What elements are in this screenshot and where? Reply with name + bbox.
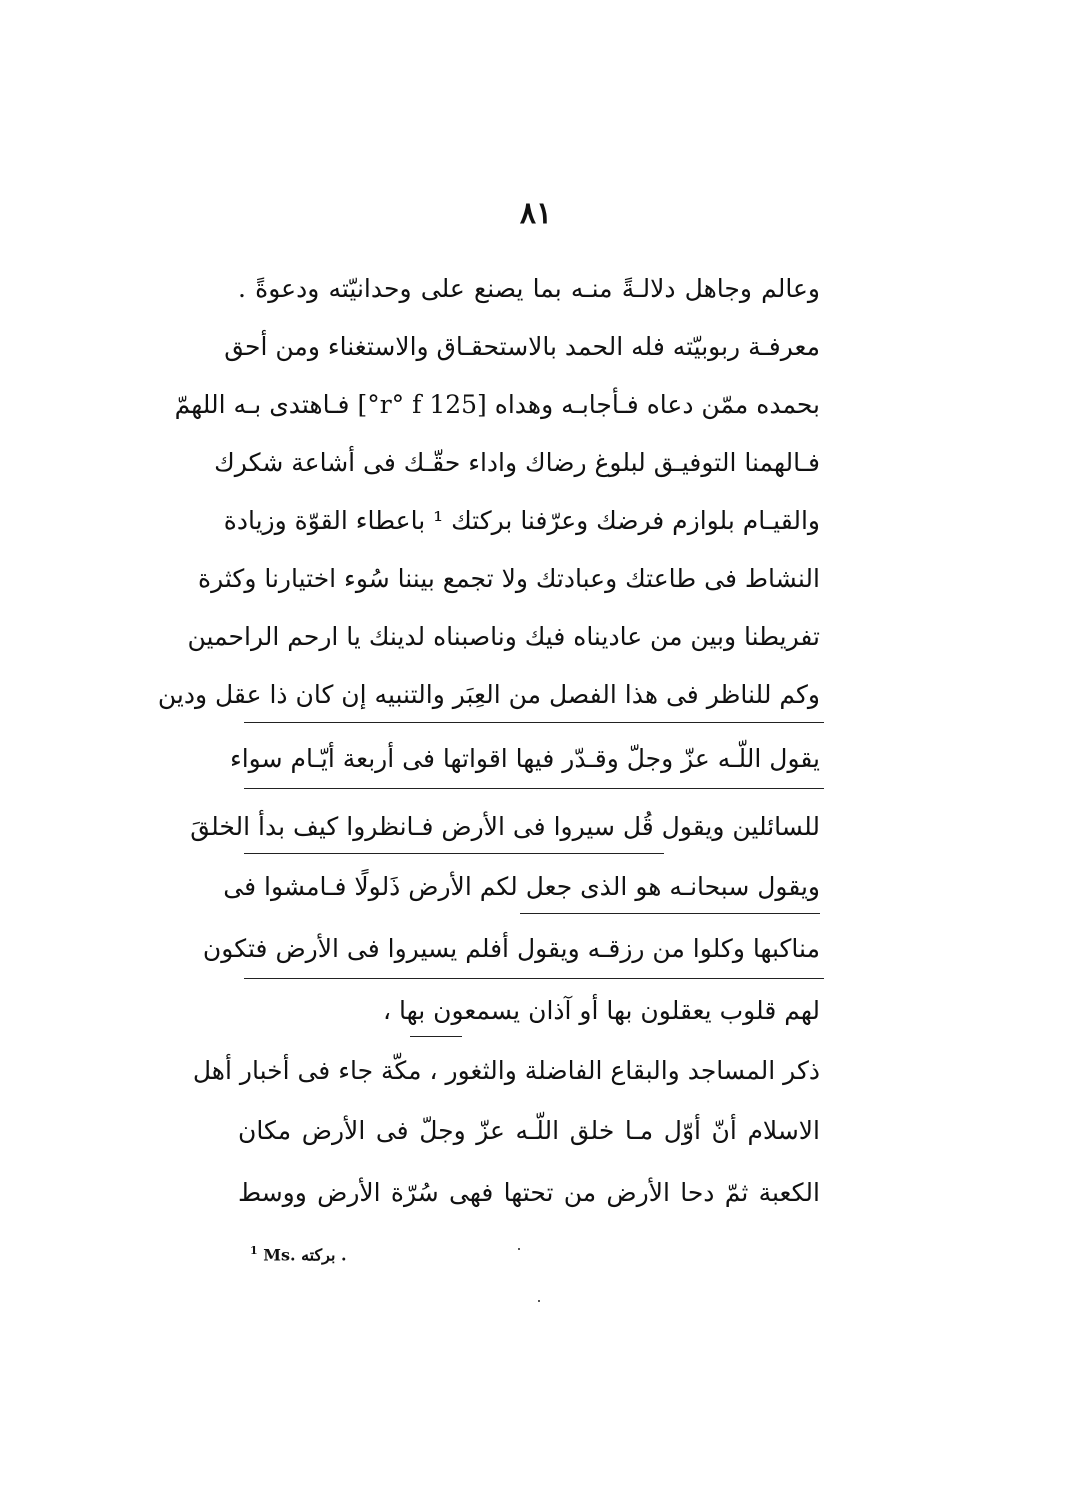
underline-rule [410, 1036, 462, 1037]
text-line-14: ذكر المساجد والبقاع الفاضلة والثغور ، مكّة جاء فى أخبار أهل [192, 1056, 820, 1085]
text-line-12: مناكبها وكلوا من رزقـه ويقول أفلم يسيروا فى الأرض فتكون [202, 934, 820, 963]
text-line-5: والقيـام بلوازم فرضك وعرّفنا بركتك ¹ باعطاء القوّة وزيادة [223, 506, 820, 535]
text-line-7: تفريطنا وبين من عاديناه فيك وناصبناه لدينك يا ارحم الراحمين [187, 622, 820, 651]
underline-rule [244, 853, 664, 854]
text-line-3: بحمده ممّن دعاه فـأجابـه وهداه [125 r° f°] فـاهتدى بـه اللهمّ [174, 390, 820, 419]
text-line-8: وكم للناظر فى هذا الفصل من العِبَر والتنبيه إن كان ذا عقل ودين [157, 680, 820, 709]
text-line-9: يقول اللّـه عزّ وجلّ وقـدّر فيها اقواتها فى أربعة أيّـام سواء [229, 744, 820, 773]
underline-rule [244, 722, 824, 723]
footnote [250, 1244, 347, 1264]
text-line-2: معرفـة ربوبيّته فله الحمد بالاستحقـاق والاستغناء ومن أحق [224, 332, 820, 361]
page-number: ٨١ [519, 196, 553, 231]
text-line-16: الكعبة ثمّ دحا الأرض من تحتها فهى سُرّة الأرض ووسط [238, 1178, 820, 1207]
underline-rule [244, 978, 824, 979]
text-line-6: النشاط فى طاعتك وعبادتك ولا تجمع بيننا سُوء اختيارنا وكثرة [198, 564, 820, 593]
text-line-10: للسائلين ويقول قُل سيروا فى الأرض فـانظروا كيف بدأ الخلقَ [190, 812, 820, 841]
text-line-1: وعالم وجاهل دلالـةً منـه بما يصنع على وحدانيّته ودعوةً . [238, 274, 820, 303]
scan-speck [518, 1248, 520, 1250]
text-line-11: ويقول سبحانـه هو الذى جعل لكم الأرض ذَلولًا فـامشوا فى [223, 872, 820, 901]
scan-speck [538, 1300, 540, 1302]
text-line-4: فـالهمنا التوفيـق لبلوغ رضاك واداء حقّـك فى أشاعة شكرك [214, 448, 820, 477]
underline-rule [520, 913, 820, 914]
footnote-marker: 1 [250, 1244, 258, 1257]
text-line-13: لهم قلوب يعقلون بها أو آذان يسمعون بها ، [383, 996, 820, 1025]
footnote-text: Ms. بركته . [263, 1245, 347, 1265]
underline-rule [244, 788, 824, 789]
text-line-15: الاسلام أنّ أوّل مـا خلق اللّـه عزّ وجلّ فى الأرض مكان [238, 1116, 820, 1145]
